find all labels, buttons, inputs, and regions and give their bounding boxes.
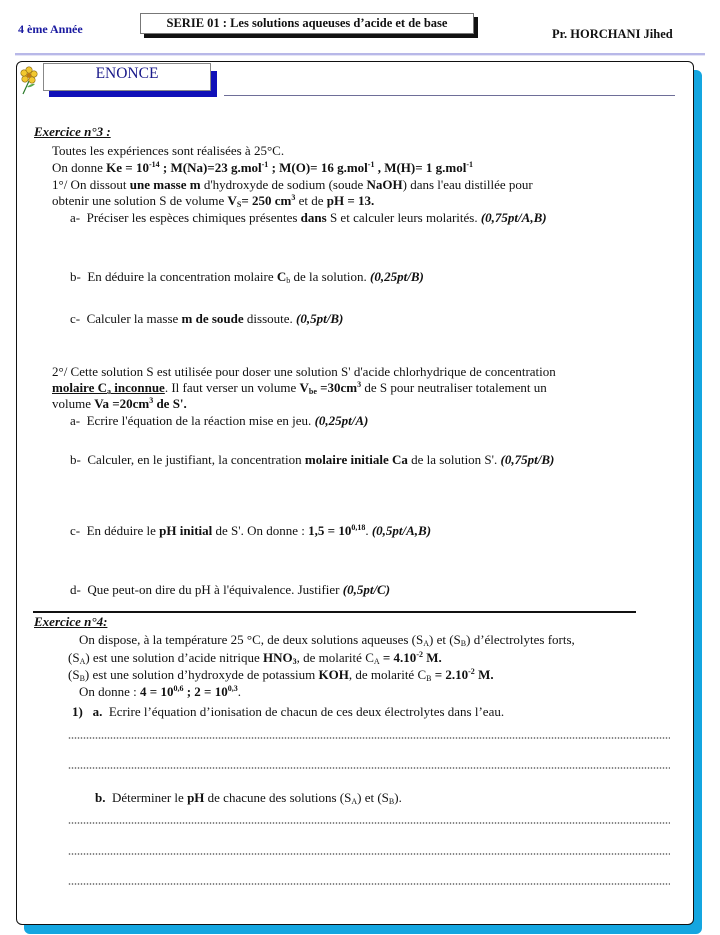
author: Pr. HORCHANI Jihed (552, 27, 673, 41)
question-number: 1) (72, 704, 83, 719)
question-text: En déduire le (86, 523, 160, 538)
question-text: ). (394, 790, 402, 805)
superscript: 0,3 (227, 684, 238, 693)
answer-line[interactable] (68, 853, 670, 855)
question-text: de S'. On donne : (212, 523, 309, 538)
question-text: de chacune des solutions (S (204, 790, 352, 805)
text-bold: une masse m (129, 177, 201, 192)
text-bold: molaire C (52, 380, 107, 395)
question-text: Calculer, en le justifiant, la concentration (87, 452, 305, 467)
question-1b (70, 269, 424, 285)
subscript: 3 (292, 657, 297, 666)
text: . Il faut verser un volume (164, 380, 300, 395)
section-label: ENONCE (43, 63, 211, 91)
question-label: a. (92, 704, 103, 719)
superscript: -2 (416, 650, 423, 659)
part2-line3 (52, 396, 187, 412)
formula: HNO (262, 650, 293, 665)
volume-sub: S (236, 200, 242, 209)
given-value: 4 = 10 (140, 684, 174, 699)
text: ) est une solution d’acide nitrique (85, 650, 263, 665)
subscript: b (286, 276, 291, 285)
question-text: ) et (S (357, 790, 389, 805)
part2-line2 (52, 380, 547, 396)
subscript: be (308, 387, 317, 396)
text: ) est une solution d’hydroxyde de potassium (84, 667, 319, 682)
answer-line[interactable] (68, 822, 670, 824)
text-bold: NaOH (366, 177, 403, 192)
mna: ; M(Na)=23 g.mol (159, 160, 262, 175)
given-value: 2 = 10 (194, 684, 228, 699)
points: (0,5pt/C) (342, 582, 391, 597)
exercise4-question-1a (72, 704, 504, 720)
ke-exp: -14 (148, 160, 160, 169)
text: ) dans l'eau distillée pour (402, 177, 533, 192)
volume-symbol: V (299, 380, 309, 395)
volume-value: = 250 cm (241, 193, 292, 208)
text-bold: dans (300, 210, 327, 225)
answer-line[interactable] (68, 737, 670, 739)
answer-line[interactable] (68, 883, 670, 885)
points: (0,75pt/A,B) (480, 210, 547, 225)
text: obtenir une solution S de volume (52, 193, 228, 208)
unit: M. (422, 650, 442, 665)
given-prefix: On donne (52, 160, 107, 175)
part1-line1 (52, 177, 533, 193)
question-label: a- (70, 210, 81, 225)
question-2d (70, 582, 390, 598)
question-label: b- (70, 269, 81, 284)
mna-exp: -1 (261, 160, 269, 169)
section-rule (224, 95, 675, 96)
text: ) et (S (429, 632, 461, 647)
superscript: 3 (357, 380, 362, 389)
mo-exp: -1 (367, 160, 375, 169)
superscript: 0,18 (351, 523, 366, 532)
separator: ; (183, 684, 195, 699)
serie-title: SERIE 01 : Les solutions aqueuses d’acide et de base (140, 13, 474, 34)
text: On dispose, à la température 25 °C, de deux solutions aqueuses (S (79, 632, 424, 647)
exercise4-line3 (68, 667, 494, 683)
exercise3-title: Exercice n°3 : (34, 124, 111, 139)
given-value: 1,5 = 10 (308, 523, 352, 538)
header-divider-light (15, 55, 705, 56)
grade-level: 4 ème Année (18, 22, 83, 36)
text-bold: pH (187, 790, 205, 805)
question-1c (70, 311, 343, 327)
text-bold: C (276, 269, 287, 284)
text: . (237, 684, 241, 699)
ph-value: pH = 13. (326, 193, 375, 208)
points: (0,5pt/B) (296, 311, 344, 326)
text: ) d’électrolytes forts, (466, 632, 575, 647)
text: . (365, 523, 372, 538)
question-text: Que peut-on dire du pH à l'équivalence. Justifier (87, 582, 343, 597)
exercise4-given (79, 684, 241, 700)
text: d'hydroxyde de sodium (soude (200, 177, 367, 192)
question-text: Préciser les espèces chimiques présentes (86, 210, 301, 225)
text: , de molarité (348, 667, 418, 682)
superscript: 3 (149, 396, 154, 405)
mo: ; M(O)= 16 g.mol (268, 160, 368, 175)
volume-symbol: V (227, 193, 237, 208)
subscript: A (423, 639, 429, 648)
subscript: B (426, 674, 432, 683)
exercise-separator (33, 611, 636, 613)
exercise4-question-1b (95, 790, 402, 806)
flower-icon (20, 66, 42, 96)
question-2a (70, 413, 368, 429)
concentration-value: = 2.10 (431, 667, 469, 682)
question-2c (70, 523, 431, 539)
question-text: En déduire la concentration molaire (87, 269, 277, 284)
part2-line1: 2°/ Cette solution S est utilisée pour doser une solution S' d'acide chlorhydrique de concentration (52, 364, 556, 379)
text: et de (295, 193, 327, 208)
mh: , M(H)= 1 g.mol (374, 160, 467, 175)
concentration-value: = 4.10 (379, 650, 417, 665)
unit: M. (474, 667, 494, 682)
question-label: b- (70, 452, 81, 467)
question-label: d- (70, 582, 81, 597)
volume-exp: 3 (291, 193, 296, 202)
exercise3-intro: Toutes les expériences sont réalisées à 25°C. (52, 143, 285, 158)
subscript: A (373, 657, 380, 666)
subscript: B (388, 797, 395, 806)
text: 1°/ On dissout (52, 177, 130, 192)
question-1a (70, 210, 547, 226)
subscript: B (79, 674, 85, 683)
text: (S (68, 650, 80, 665)
question-text: de la solution S'. (407, 452, 501, 467)
superscript: -2 (468, 667, 475, 676)
part1-line2 (52, 193, 374, 209)
text-bold: m de soude (181, 311, 244, 326)
question-label: c- (70, 523, 81, 538)
text: de S pour neutraliser totalement un (361, 380, 547, 395)
question-text: Ecrire l'équation de la réaction mise en jeu. (86, 413, 315, 428)
exercise4-title: Exercice n°4: (34, 614, 108, 629)
text: volume (52, 396, 95, 411)
exercise3-given (52, 160, 473, 176)
subscript: a (107, 387, 111, 396)
text-bold: molaire initiale Ca (304, 452, 408, 467)
question-text: de la solution. (290, 269, 371, 284)
question-text: dissoute. (243, 311, 297, 326)
points: (0,25pt/B) (370, 269, 424, 284)
subscript: A (351, 797, 358, 806)
ke-label: Ke = 10 (106, 160, 149, 175)
question-label: a- (70, 413, 81, 428)
question-text: Calculer la masse (86, 311, 182, 326)
volume-value: =30cm (316, 380, 358, 395)
question-2b (70, 452, 554, 468)
formula: KOH (318, 667, 349, 682)
text: On donne : (79, 684, 141, 699)
subscript: B (460, 639, 467, 648)
text-bold: de S'. (153, 396, 187, 411)
points: (0,75pt/B) (500, 452, 555, 467)
exercise4-line2 (68, 650, 442, 666)
concentration-symbol: C (365, 650, 374, 665)
mh-exp: -1 (466, 160, 474, 169)
question-text: Déterminer le (111, 790, 188, 805)
answer-line[interactable] (68, 767, 670, 769)
question-label: b. (95, 790, 106, 805)
points: (0,25pt/A) (314, 413, 369, 428)
points: (0,5pt/A,B) (371, 523, 432, 538)
question-text: Ecrire l’équation d’ionisation de chacun de ces deux électrolytes dans l’eau. (108, 704, 505, 719)
text: , de molarité (296, 650, 366, 665)
exercise4-line1 (79, 632, 575, 648)
concentration-symbol: C (417, 667, 427, 682)
text-bold: pH initial (159, 523, 213, 538)
subscript: A (79, 657, 86, 666)
question-text: S et calculer leurs molarités. (326, 210, 481, 225)
superscript: 0,6 (173, 684, 184, 693)
volume-value: Va =20cm (94, 396, 150, 411)
question-label: c- (70, 311, 81, 326)
text-bold: inconnue (111, 380, 165, 395)
text: (S (68, 667, 80, 682)
